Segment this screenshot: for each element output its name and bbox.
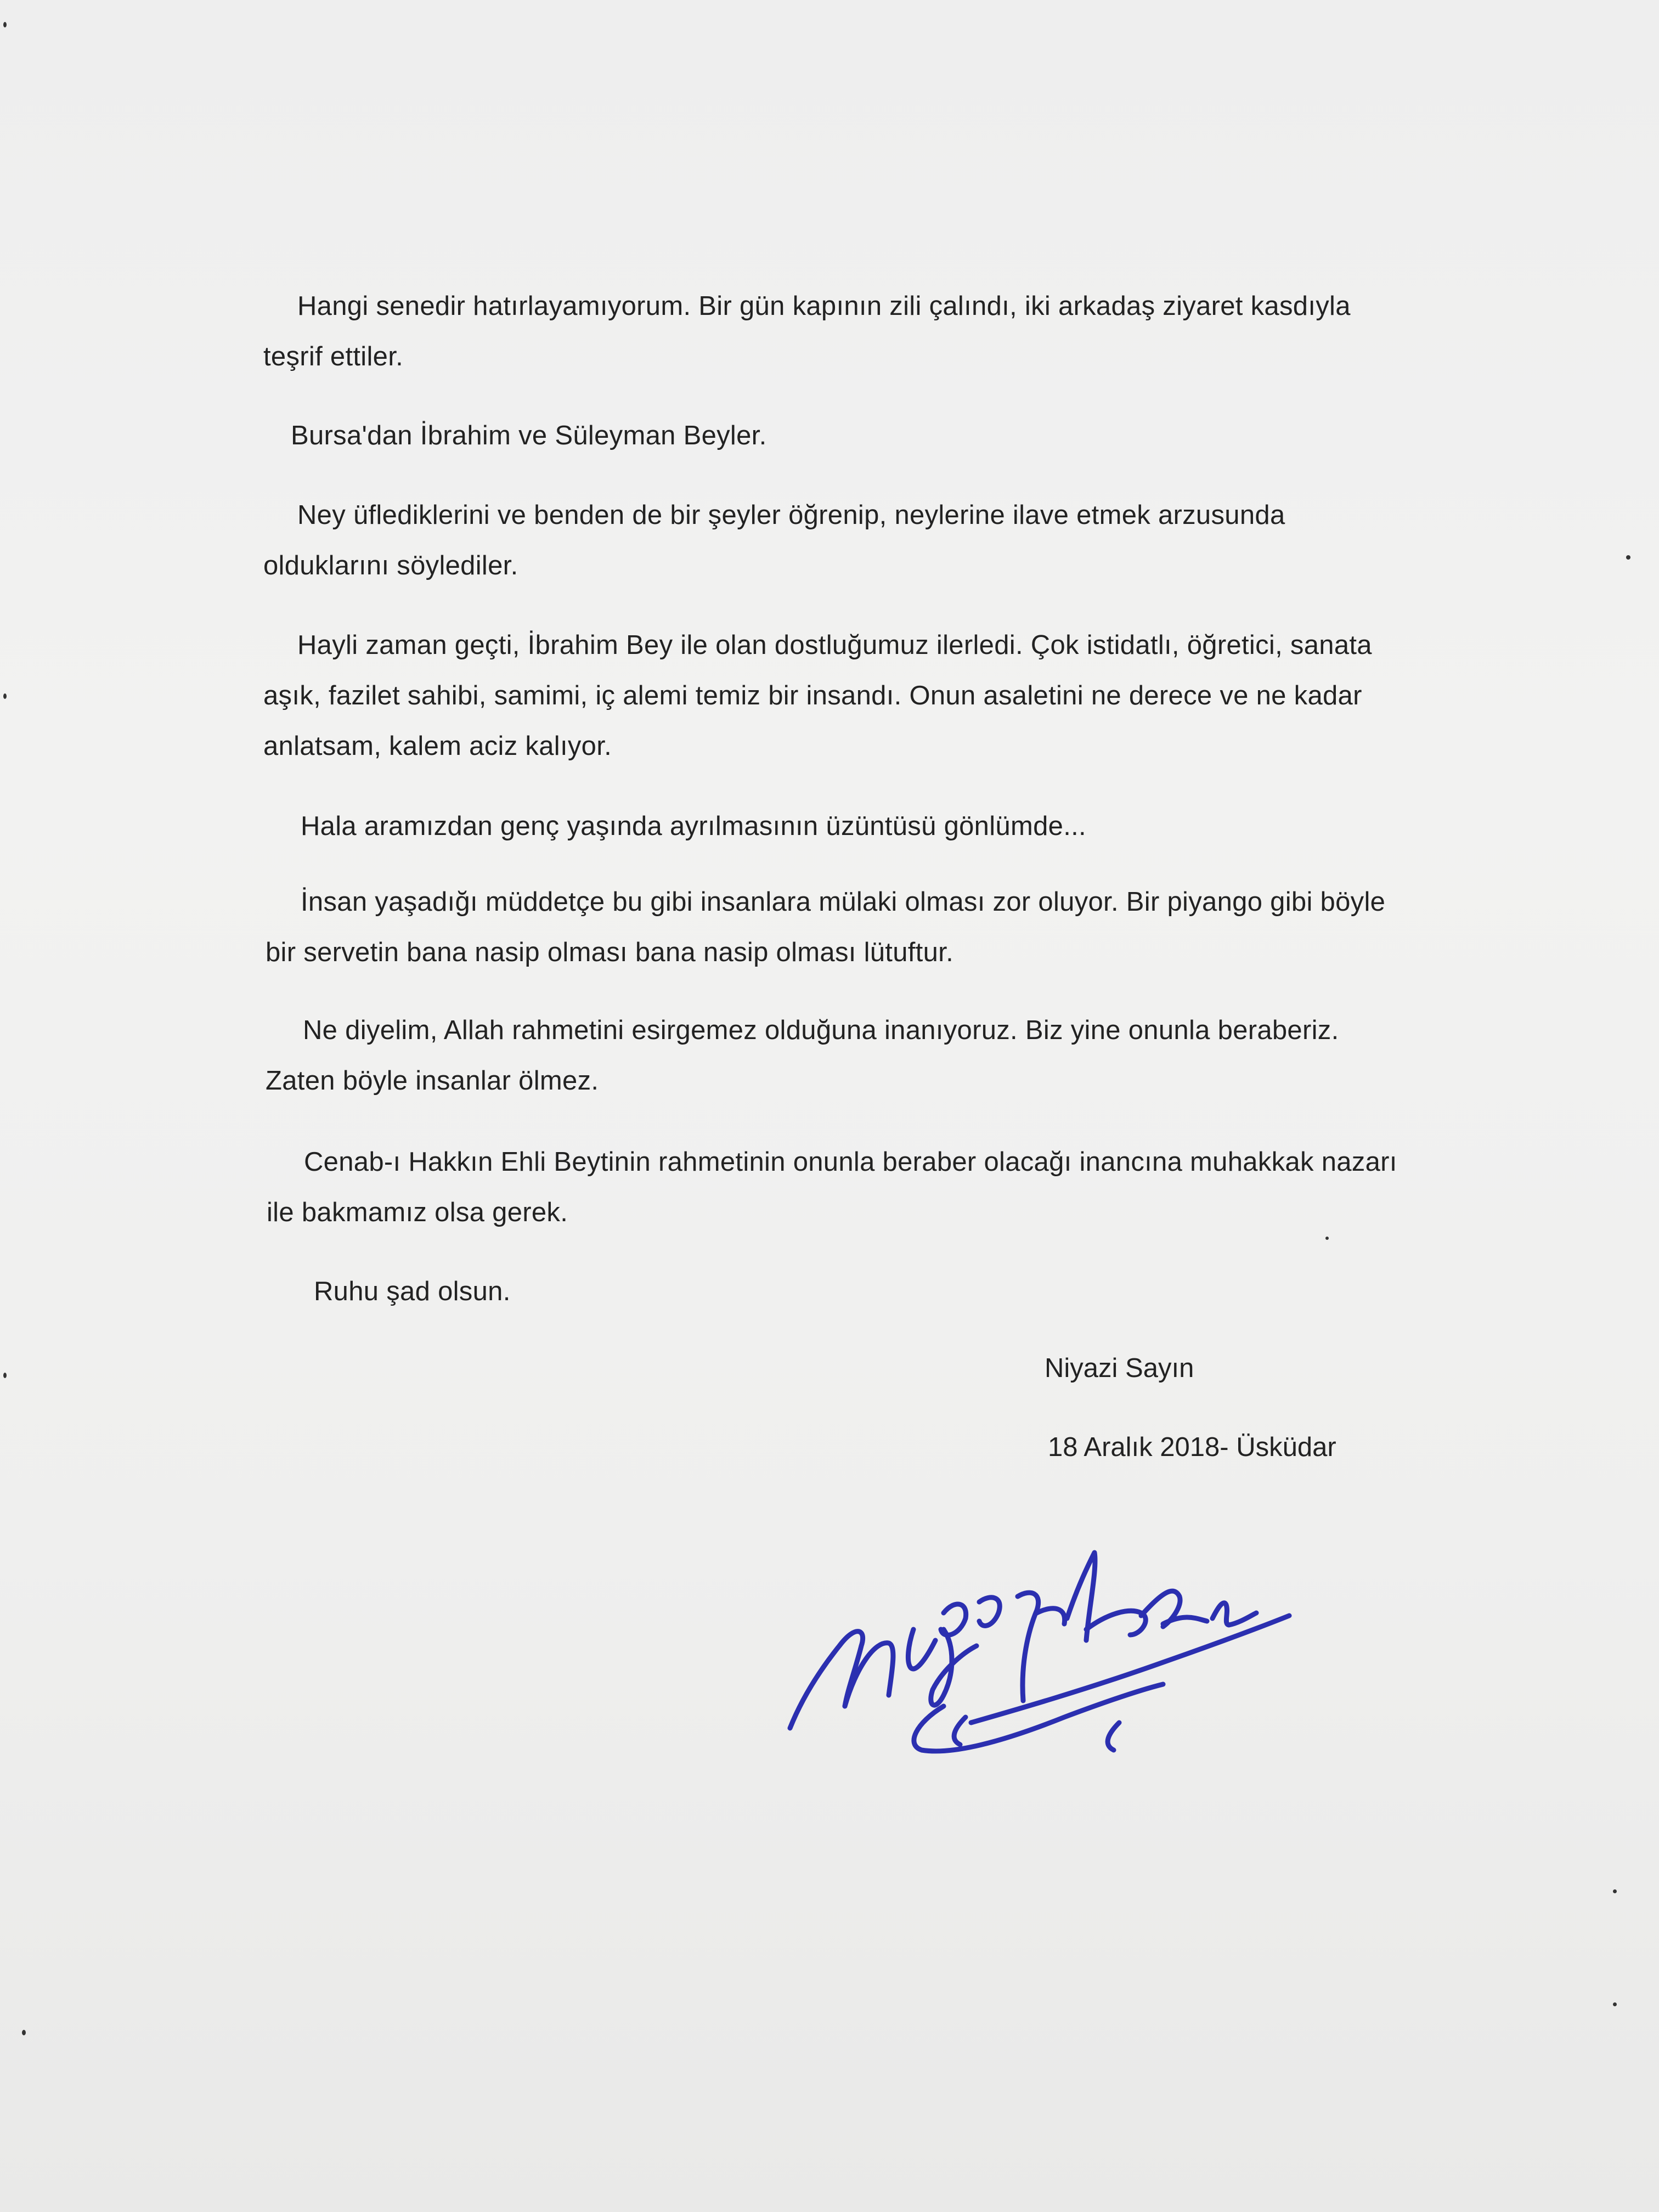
paragraph-line: Cenab-ı Hakkın Ehli Beytinin rahmetinin onunla beraber olacağı inancına muhakkak nazarı	[304, 1147, 1397, 1177]
paper-speck	[3, 22, 7, 27]
paragraph-line: olduklarını söylediler.	[263, 551, 518, 580]
date-place: 18 Aralık 2018- Üsküdar	[1048, 1432, 1336, 1462]
paragraph-line: Ruhu şad olsun.	[314, 1277, 511, 1306]
paragraph-7	[266, 1005, 1339, 1106]
paragraph-line: Zaten böyle insanlar ölmez.	[266, 1066, 599, 1096]
paragraph-line: Bursa'dan İbrahim ve Süleyman Beyler.	[291, 421, 767, 450]
paragraph-9	[314, 1266, 511, 1317]
paper-speck	[1613, 1889, 1617, 1893]
paragraph-line: Ne diyelim, Allah rahmetini esirgemez olduğuna inanıyoruz. Biz yine onunla beraberiz.	[303, 1015, 1339, 1045]
paragraph-line: anlatsam, kalem aciz kalıyor.	[263, 731, 612, 761]
author-name: Niyazi Sayın	[1045, 1353, 1194, 1383]
paper-speck	[22, 2030, 26, 2035]
paper-speck	[1626, 555, 1630, 560]
paragraph-line: İnsan yaşadığı müddetçe bu gibi insanlara mülaki olması zor oluyor. Bir piyango gibi böyle	[301, 887, 1386, 917]
paper-speck	[1613, 2002, 1617, 2006]
paragraph-line: Hala aramızdan genç yaşında ayrılmasının üzüntüsü gönlümde...	[301, 811, 1086, 841]
paper-speck	[1325, 1237, 1329, 1240]
paragraph-6	[266, 877, 1385, 978]
paragraph-line: bir servetin bana nasip olması bana nasip olması lütuftur.	[266, 938, 953, 967]
paragraph-1	[263, 281, 1351, 382]
paragraph-4	[263, 620, 1372, 771]
handwritten-signature	[779, 1481, 1383, 1788]
paragraph-2	[291, 410, 767, 461]
paragraph-line: teşrif ettiler.	[263, 342, 404, 371]
paragraph-8	[267, 1137, 1397, 1238]
paragraph-line: aşık, fazilet sahibi, samimi, iç alemi temiz bir insandı. Onun asaletini ne derece ve ne kadar	[263, 681, 1362, 710]
paragraph-line: Hayli zaman geçti, İbrahim Bey ile olan dostluğumuz ilerledi. Çok istidatlı, öğretici, sanata	[297, 630, 1372, 660]
paragraph-line: Hangi senedir hatırlayamıyorum. Bir gün kapının zili çalındı, iki arkadaş ziyaret kasdıyla	[297, 291, 1351, 321]
paragraph-line: Ney üflediklerini ve benden de bir şeyler öğrenip, neylerine ilave etmek arzusunda	[297, 500, 1285, 530]
paragraph-5	[301, 801, 1086, 851]
paragraph-line: ile bakmamız olsa gerek.	[267, 1198, 568, 1227]
paper-speck	[3, 693, 7, 699]
paper-speck	[3, 1373, 7, 1378]
paragraph-3	[263, 490, 1285, 591]
